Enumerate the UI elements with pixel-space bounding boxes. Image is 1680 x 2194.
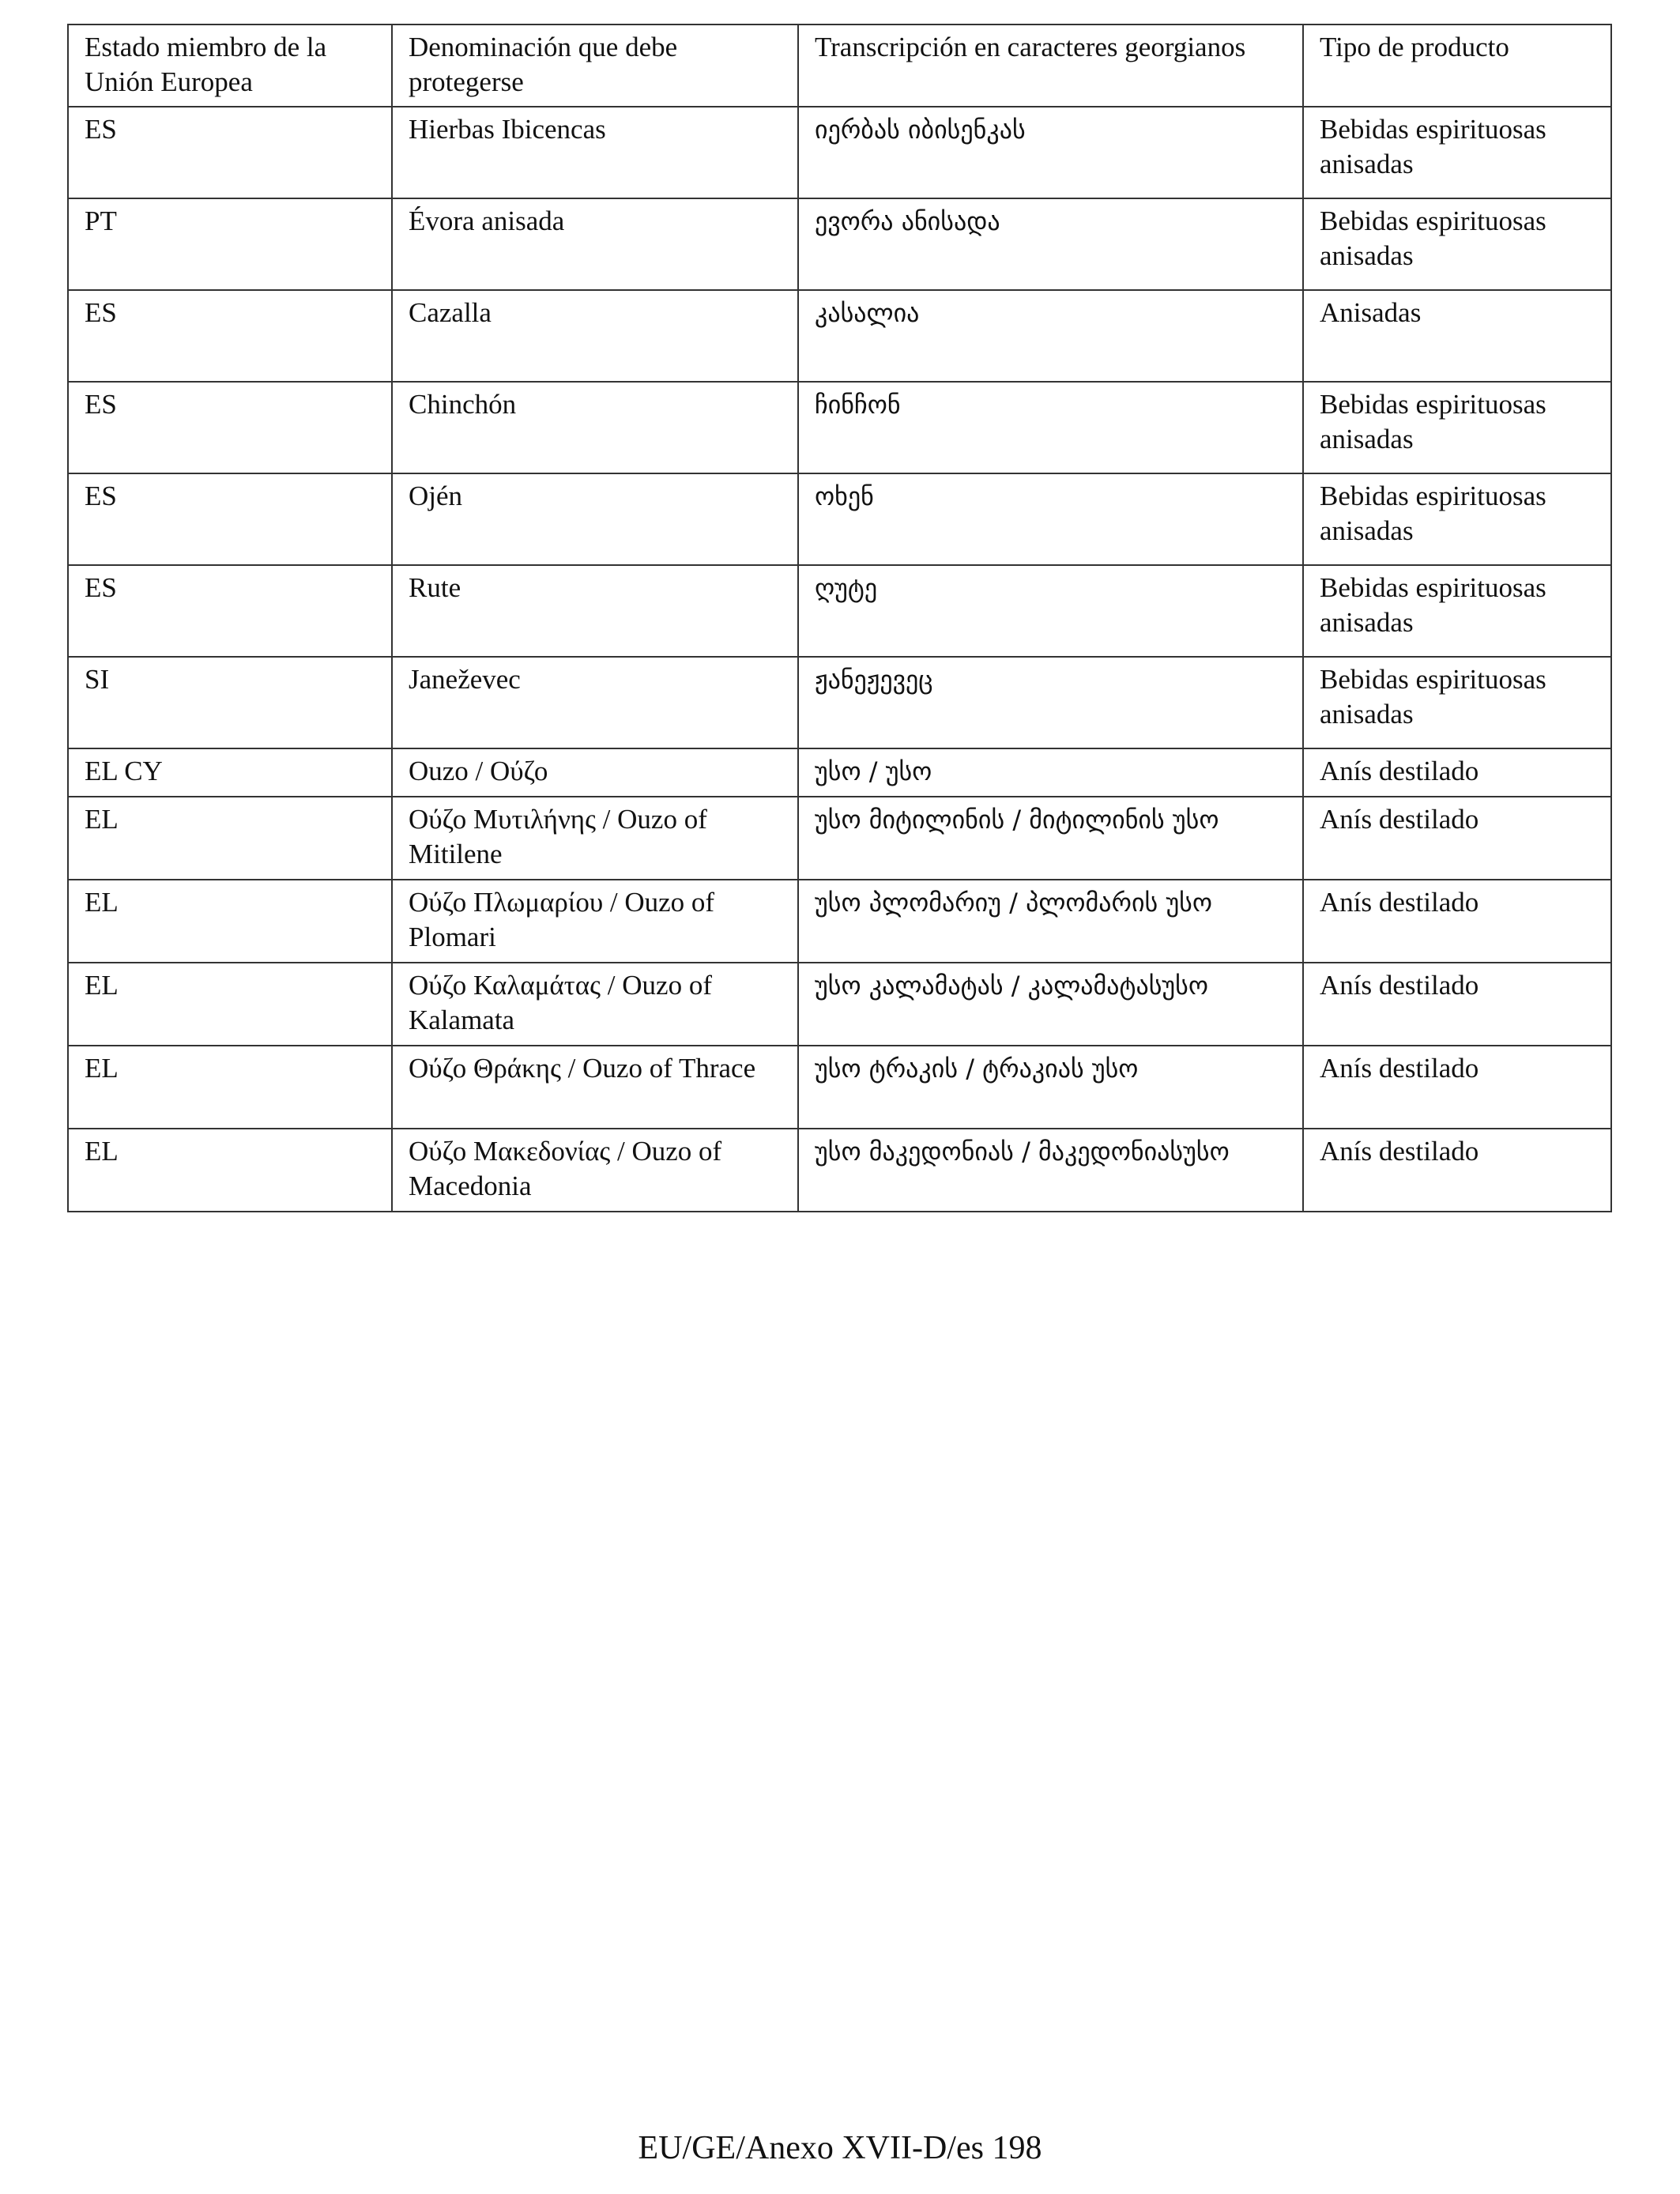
georgian-text: ჩინჩონ (815, 390, 901, 420)
protected-names-table (67, 24, 1612, 1212)
cell-type: Anís destilado (1303, 880, 1611, 963)
cell-name: Ούζο Μυτιλήνης / Ouzo of Mitilene (392, 797, 798, 880)
georgian-text: უსო მიტილინის / მიტილინის უსო (815, 805, 1219, 835)
cell-georgian (798, 797, 1303, 880)
cell-state: ES (68, 290, 392, 382)
table-row (68, 473, 1611, 565)
georgian-text: უსო / უსო (815, 756, 932, 786)
cell-name: Évora anisada (392, 198, 798, 290)
header-georgian: Transcripción en caracteres georgianos (798, 25, 1303, 107)
table-row (68, 198, 1611, 290)
cell-georgian (798, 1046, 1303, 1129)
page-footer: EU/GE/Anexo XVII-D/es 198 (638, 2130, 1042, 2166)
cell-state: SI (68, 657, 392, 748)
georgian-text: უსო მაკედონიას / მაკედონიასუსო (815, 1137, 1230, 1167)
cell-georgian (798, 198, 1303, 290)
cell-state: EL (68, 1129, 392, 1212)
georgian-text: ოხენ (815, 481, 874, 511)
cell-name: Chinchón (392, 382, 798, 473)
cell-georgian (798, 565, 1303, 657)
cell-state: PT (68, 198, 392, 290)
table-row (68, 107, 1611, 198)
cell-name: Ούζο Μακεδονίας / Ouzo of Macedonia (392, 1129, 798, 1212)
table-row (68, 1046, 1611, 1129)
cell-georgian (798, 107, 1303, 198)
cell-state: ES (68, 107, 392, 198)
cell-georgian (798, 1129, 1303, 1212)
cell-name: Cazalla (392, 290, 798, 382)
cell-type: Bebidas espirituosas anisadas (1303, 107, 1611, 198)
table-row (68, 963, 1611, 1046)
cell-type: Anís destilado (1303, 1046, 1611, 1129)
cell-type: Anisadas (1303, 290, 1611, 382)
georgian-text: უსო კალამატას / კალამატასუსო (815, 971, 1209, 1001)
cell-state: ES (68, 382, 392, 473)
georgian-text: იერბას იბისენკას (815, 115, 1026, 145)
cell-georgian (798, 963, 1303, 1046)
georgian-text: ღუტე (815, 573, 878, 603)
cell-name: Ouzo / Ούζο (392, 748, 798, 797)
cell-name: Ούζο Καλαμάτας / Ouzo of Kalamata (392, 963, 798, 1046)
table-row (68, 748, 1611, 797)
table-row (68, 290, 1611, 382)
cell-type: Bebidas espirituosas anisadas (1303, 473, 1611, 565)
table-row (68, 382, 1611, 473)
cell-name: Janeževec (392, 657, 798, 748)
table-row (68, 880, 1611, 963)
georgian-text: უსო პლომარიუ / პლომარის უსო (815, 888, 1213, 918)
cell-georgian (798, 880, 1303, 963)
cell-type: Anís destilado (1303, 748, 1611, 797)
cell-name: Ούζο Πλωμαρίου / Ouzo of Plomari (392, 880, 798, 963)
cell-type: Anís destilado (1303, 1129, 1611, 1212)
cell-georgian (798, 290, 1303, 382)
cell-name: Ούζο Θράκης / Ouzo of Thrace (392, 1046, 798, 1129)
cell-state: EL CY (68, 748, 392, 797)
cell-georgian (798, 657, 1303, 748)
table-row (68, 565, 1611, 657)
cell-georgian (798, 382, 1303, 473)
cell-type: Bebidas espirituosas anisadas (1303, 198, 1611, 290)
cell-georgian (798, 473, 1303, 565)
georgian-text: ევორა ანისადა (815, 206, 1000, 236)
cell-state: EL (68, 1046, 392, 1129)
cell-state: ES (68, 565, 392, 657)
georgian-text: ჟანეჟევეც (815, 665, 933, 695)
cell-state: EL (68, 880, 392, 963)
cell-georgian (798, 748, 1303, 797)
cell-state: ES (68, 473, 392, 565)
table-header-row (68, 25, 1611, 107)
header-type: Tipo de producto (1303, 25, 1611, 107)
cell-state: EL (68, 963, 392, 1046)
cell-type: Bebidas espirituosas anisadas (1303, 657, 1611, 748)
header-name: Denominación que debe protegerse (392, 25, 798, 107)
cell-name: Hierbas Ibicencas (392, 107, 798, 198)
cell-name: Rute (392, 565, 798, 657)
cell-type: Bebidas espirituosas anisadas (1303, 565, 1611, 657)
table-row (68, 657, 1611, 748)
header-state: Estado miembro de la Unión Europea (68, 25, 392, 107)
georgian-text: კასალია (815, 298, 920, 328)
table-row (68, 1129, 1611, 1212)
georgian-text: უსო ტრაკის / ტრაკიას უსო (815, 1054, 1139, 1084)
cell-state: EL (68, 797, 392, 880)
cell-type: Anís destilado (1303, 797, 1611, 880)
cell-type: Anís destilado (1303, 963, 1611, 1046)
cell-name: Ojén (392, 473, 798, 565)
cell-type: Bebidas espirituosas anisadas (1303, 382, 1611, 473)
table-row (68, 797, 1611, 880)
